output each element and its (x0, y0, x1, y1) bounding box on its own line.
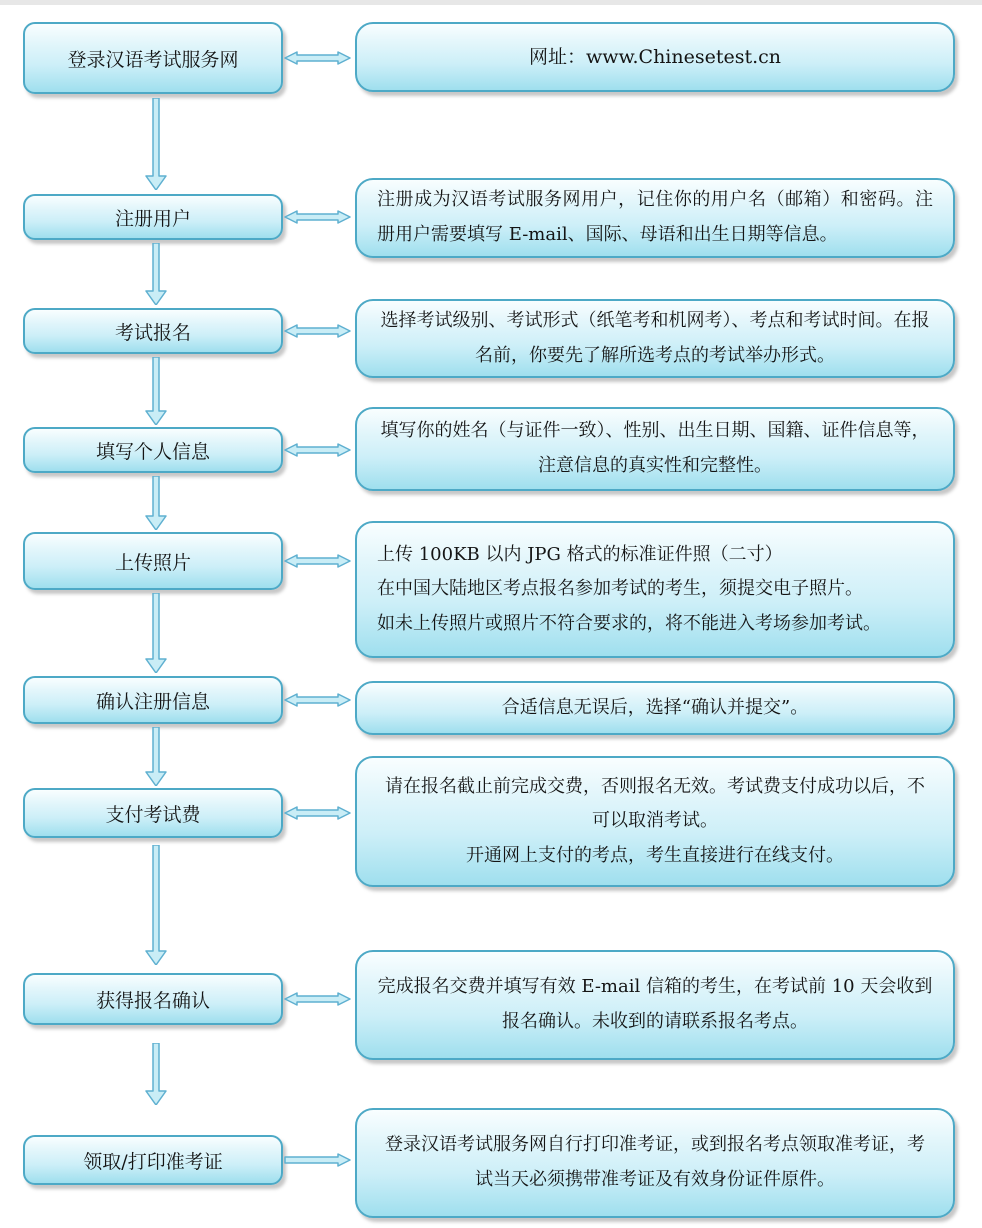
double-arrow-icon (284, 322, 351, 340)
step-description-line: 网址：www.Chinesetest.cn (528, 45, 782, 68)
step-box-confirm-info (23, 676, 283, 724)
flow-arrow-down-icon (145, 98, 167, 190)
step-description-line: 请在报名截止前完成交费，否则报名无效。考试费支付成功以后，不可以取消考试。 (385, 775, 925, 832)
step-label: 领取/打印准考证 (83, 1150, 223, 1173)
step-description-line: 在中国大陆地区考点报名参加考试的考生，须提交电子照片。 (377, 578, 863, 600)
step-description-line: 合适信息无误后，选择“确认并提交”。 (501, 696, 809, 718)
step-box-login (23, 22, 283, 94)
step-description-line: 登录汉语考试服务网自行打印准考证，或到报名考点领取准考证，考试当天必须携带准考证及有效身份证件原件。 (385, 1134, 925, 1190)
step-label: 登录汉语考试服务网 (67, 48, 239, 71)
double-arrow-icon (284, 49, 351, 67)
desc-box-registration-confirmation (355, 950, 955, 1060)
flow-arrow-down-icon (145, 357, 167, 425)
step-description-line: 如未上传照片或照片不符合要求的，将不能进入考场参加考试。 (377, 612, 881, 634)
step-description-line: 开通网上支付的考点，考生直接进行在线支付。 (466, 844, 844, 866)
step-label: 填写个人信息 (95, 440, 210, 463)
step-box-registration-confirmation (23, 973, 283, 1025)
top-border-strip (0, 0, 982, 5)
flow-arrow-down-icon (145, 476, 167, 530)
desc-box-personal-info (355, 407, 955, 491)
step-box-personal-info (23, 427, 283, 473)
step-description-line: 上传 100KB 以内 JPG 格式的标准证件照（二寸） (377, 543, 783, 565)
step-description-line: 填写你的姓名（与证件一致）、性别、出生日期、国籍、证件信息等，注意信息的真实性和完整性。 (380, 420, 930, 476)
double-arrow-icon (284, 208, 351, 226)
step-label: 支付考试费 (105, 803, 201, 826)
desc-box-pay-fee (355, 756, 955, 887)
desc-box-confirm-info (355, 681, 955, 735)
desc-box-admission-ticket (355, 1108, 955, 1218)
double-arrow-icon (284, 691, 351, 709)
arrow-right-icon (284, 1151, 351, 1169)
step-box-upload-photo (23, 532, 283, 590)
step-box-pay-fee (23, 788, 283, 838)
flow-arrow-down-icon (145, 727, 167, 786)
step-label: 考试报名 (114, 321, 191, 344)
flow-arrow-down-icon (145, 845, 167, 965)
step-description-line: 完成报名交费并填写有效 E-mail 信箱的考生，在考试前 10 天会收到报名确认。未收到的请联系报名考点。 (377, 976, 933, 1032)
desc-box-register (355, 178, 955, 258)
step-box-register (23, 194, 283, 240)
step-label: 确认注册信息 (95, 690, 210, 713)
step-label: 获得报名确认 (95, 989, 210, 1012)
desc-box-exam-signup (355, 299, 955, 378)
step-label: 上传照片 (114, 551, 191, 574)
flow-arrow-down-icon (145, 1043, 167, 1105)
desc-box-upload-photo (355, 521, 955, 658)
double-arrow-icon (284, 552, 351, 570)
flow-arrow-down-icon (145, 243, 167, 305)
double-arrow-icon (284, 804, 351, 822)
step-box-admission-ticket (23, 1135, 283, 1185)
step-box-exam-signup (23, 308, 283, 354)
desc-box-login (355, 22, 955, 92)
step-label: 注册用户 (114, 207, 191, 230)
double-arrow-icon (284, 990, 351, 1008)
step-description-line: 选择考试级别、考试形式（纸笔考和机网考）、考点和考试时间。在报名前，你要先了解所选考点的考试举办形式。 (380, 309, 930, 366)
flow-arrow-down-icon (145, 593, 167, 673)
step-description-line: 注册成为汉语考试服务网用户，记住你的用户名（邮箱）和密码。注册用户需要填写 E-mail、国际、母语和出生日期等信息。 (377, 189, 933, 245)
double-arrow-icon (284, 441, 351, 459)
